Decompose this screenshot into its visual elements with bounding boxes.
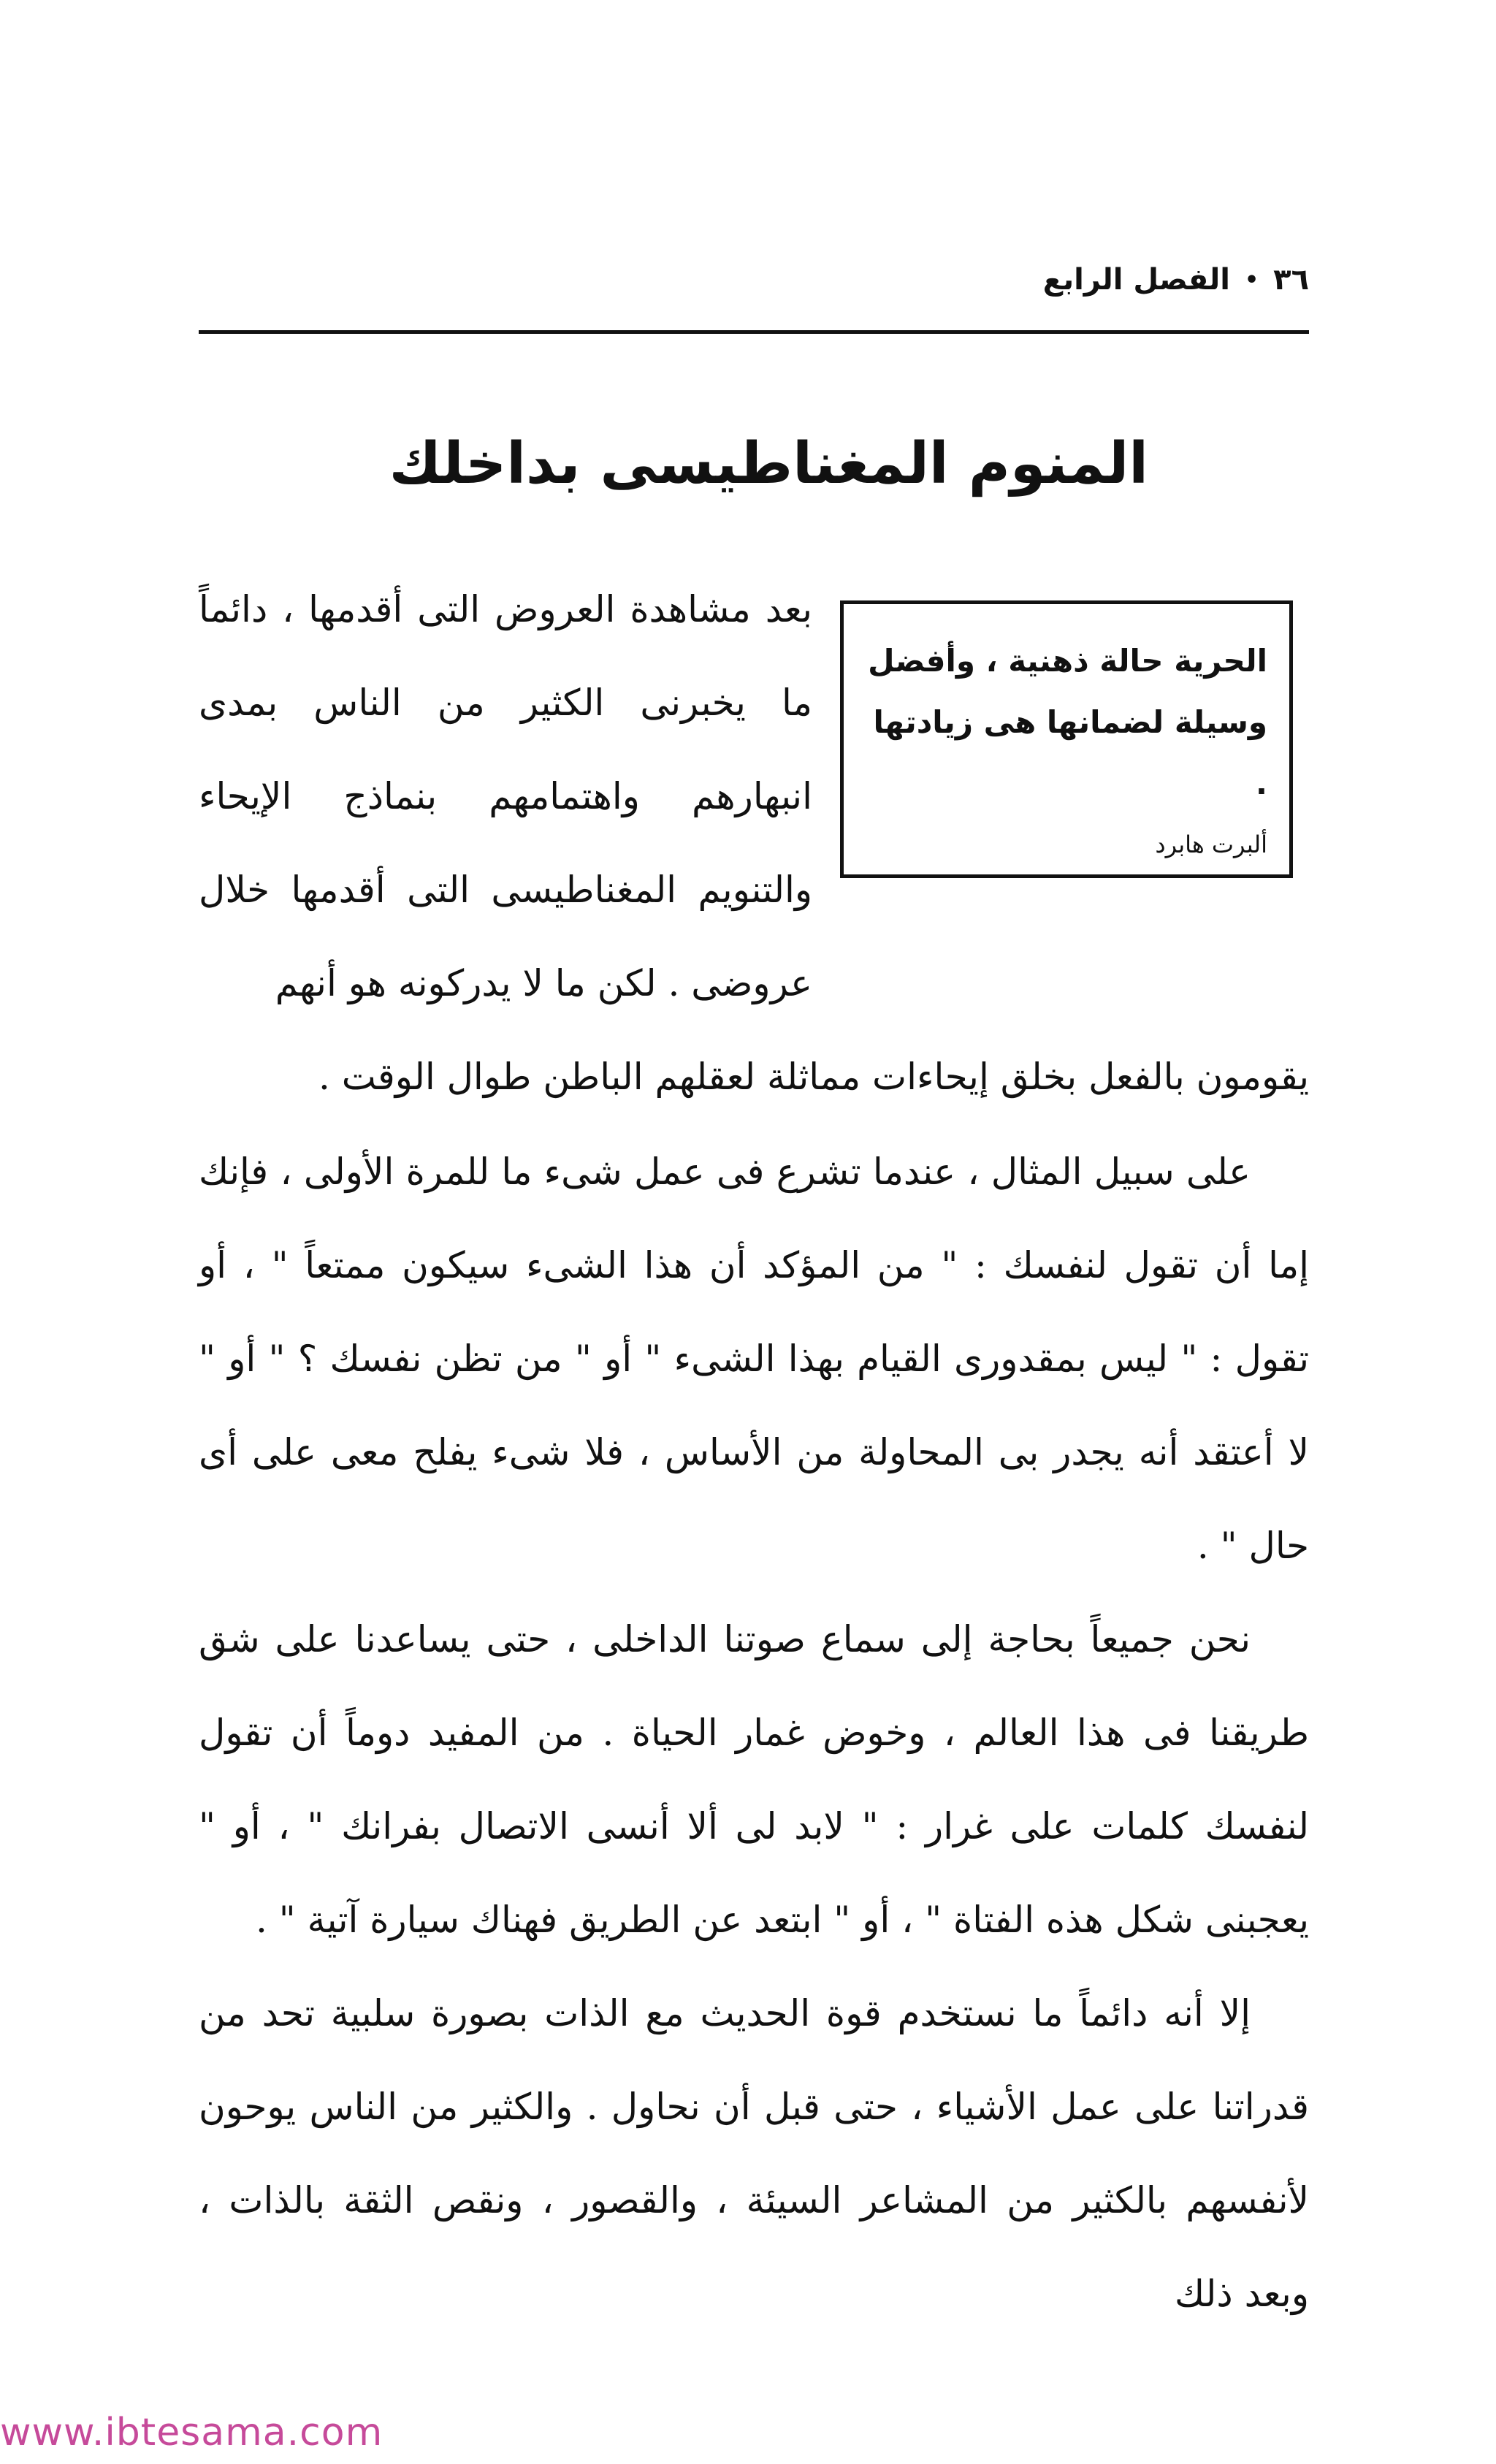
quote-author: ألبرت هابرد bbox=[1155, 831, 1267, 858]
running-header bbox=[199, 263, 1309, 297]
quote-box bbox=[840, 600, 1293, 878]
intro-continuation: يقومون بالفعل بخلق إيحاءات مماثلة لعقلهم الباطن طوال الوقت . bbox=[318, 1056, 1309, 1098]
paragraph: على سبيل المثال ، عندما تشرع فى عمل شىء ما للمرة الأولى ، فإنك إما أن تقول لنفسك : " من المؤكد أن هذا الشىء سيكون ممتعاً " ، أو تقول : " ليس بمقدورى القيام بهذا الشىء " أو " من تظن نفسك ؟ " أو " لا أعتقد أنه يجدر بى المحاولة من الأساس ، فلا شىء يفلح معى على أى حال " . bbox=[199, 1151, 1309, 1567]
paragraph: إلا أنه دائماً ما نستخدم قوة الحديث مع الذات بصورة سلبية تحد من قدراتنا على عمل الأشياء ، حتى قبل أن نحاول . والكثير من الناس يوحون لأنفسهم بالكثير من المشاعر السيئة ، والقصور ، ونقص الثقة بالذات ، وبعد ذلك bbox=[199, 1992, 1309, 2315]
quote-text: الحرية حالة ذهنية ، وأفضل وسيلة لضمانها هى زيادتها . bbox=[868, 643, 1267, 801]
header-rule bbox=[199, 330, 1309, 334]
header-bullet: • bbox=[1244, 267, 1259, 293]
body-paragraphs bbox=[199, 1125, 1309, 2341]
section-title: المنوم المغناطيسى بداخلك bbox=[389, 431, 1148, 497]
paragraph: نحن جميعاً بحاجة إلى سماع صوتنا الداخلى ، حتى يساعدنا على شق طريقنا فى هذا العالم ، وخوض غمار الحياة . من المفيد دوماً أن تقول لنفسك كلمات على غرار : " لابد لى ألا أنسى الاتصال بفرانك " ، أو " يعجبنى شكل هذه الفتاة " ، أو " ابتعد عن الطريق فهناك سيارة آتية " . bbox=[199, 1618, 1309, 1941]
intro-beside-box: بعد مشاهدة العروض التى أقدمها ، دائماً ما يخبرنى الكثير من الناس بمدى انبهارهم واهتمامهم بنماذج الإيحاء والتنويم المغناطيسى التى أقدمها خلال عروضى . لكن ما لا يدركونه هو أنهم bbox=[199, 588, 812, 1004]
watermark-url: www.ibtesama.com bbox=[0, 2411, 383, 2455]
page-number: ٣٦ bbox=[1273, 263, 1309, 297]
chapter-title: الفصل الرابع bbox=[1042, 263, 1230, 297]
